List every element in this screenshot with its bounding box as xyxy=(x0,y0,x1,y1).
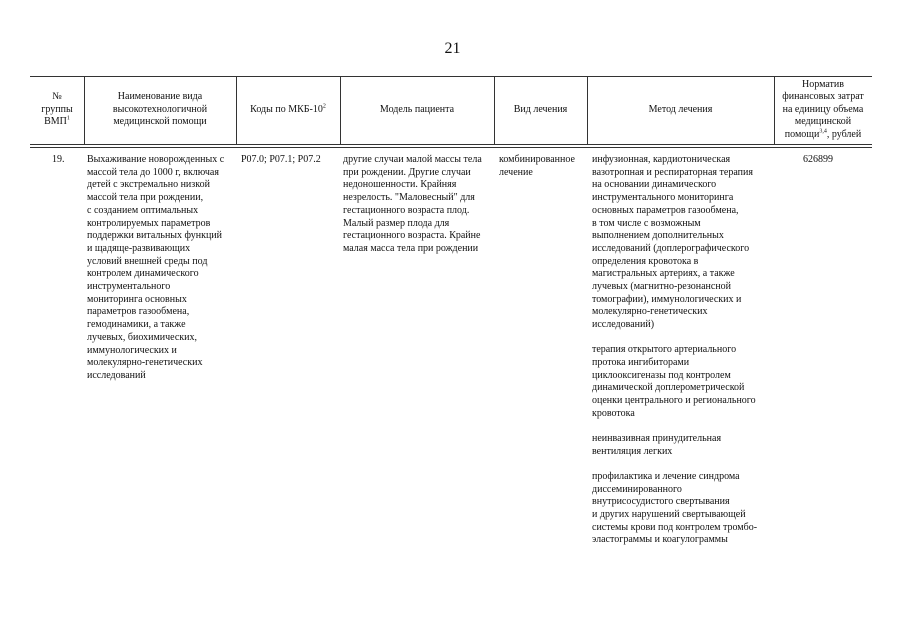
cell-patient-model: другие случаи малой массы тела при рождении. Другие случаи недоношенности. Крайняя незрелость. "Маловесный" для гестационного возраста плод. Малый размер плода для гестационного возраста. Крайне малая масса тела при рождении xyxy=(343,154,482,254)
header-cost-norm: Норматив финансовых затрат на единицу объема медицинской помощи$^{3,4}$, рублей xyxy=(782,78,864,140)
cell-group-number: 19. xyxy=(52,154,65,165)
method-block: неинвазивная принудительная вентиляция легких xyxy=(592,433,722,457)
method-block: терапия открытого артериального протока ингибиторами циклооксигеназы под контролем динамической доплерометрической оценки центрального и регионального кровотока xyxy=(592,344,756,419)
cell-care-name: Выхаживание новорожденных с массой тела до 1000 г, включая детей с экстремально низкой массой тела при рождении, с созданием оптимальных контролируемых параметров поддержки витальных функций и щадяще-развивающих условий внешней среды под контролем динамического инструментального мониторинга основных параметров газообмена, гемодинамики, а также лучевых, биохимических, иммунологических и молекулярно-генетических исследований xyxy=(87,154,225,381)
method-block: профилактика и лечение синдрома диссеминированного внутрисосудистого свертывания и других нарушений свертывающей системы крови под контролем тромбо- эластограммы и коагулограммы xyxy=(592,470,758,546)
header-icd-codes: Коды по МКБ-$10^2$ xyxy=(250,103,326,115)
header-treatment-method: Метод лечения xyxy=(648,103,713,115)
cell-icd-codes: P07.0; P07.1; P07.2 xyxy=(241,154,321,165)
page-number: 21 xyxy=(444,40,461,57)
cell-cost-norm: 626899 xyxy=(803,154,833,165)
header-patient-model: Модель пациента xyxy=(379,103,455,115)
table-header-border xyxy=(30,144,872,145)
method-block: инфузионная, кардиотоническая вазотропная и респираторная терапия на основании динамического инструментального мониторинга основных параметров газообмена, в том числе с возможным выполнением дополнительных исследований (доплерографического определения кровотока в магистральных артериях, а также лучевых (магнитно-резонансной томографии), иммунологических и молекулярно-генетических исследований) xyxy=(592,154,753,331)
cell-treatment-type: комбинированное лечение xyxy=(499,154,575,178)
header-group-number: № группы ВМП$^1$ xyxy=(41,91,73,128)
table-header-border-double xyxy=(30,147,872,148)
cell-treatment-method xyxy=(592,154,757,560)
header-care-type: Наименование вида высокотехнологичной медицинской помощи xyxy=(112,91,208,128)
header-treatment-type: Вид лечения xyxy=(513,103,568,115)
